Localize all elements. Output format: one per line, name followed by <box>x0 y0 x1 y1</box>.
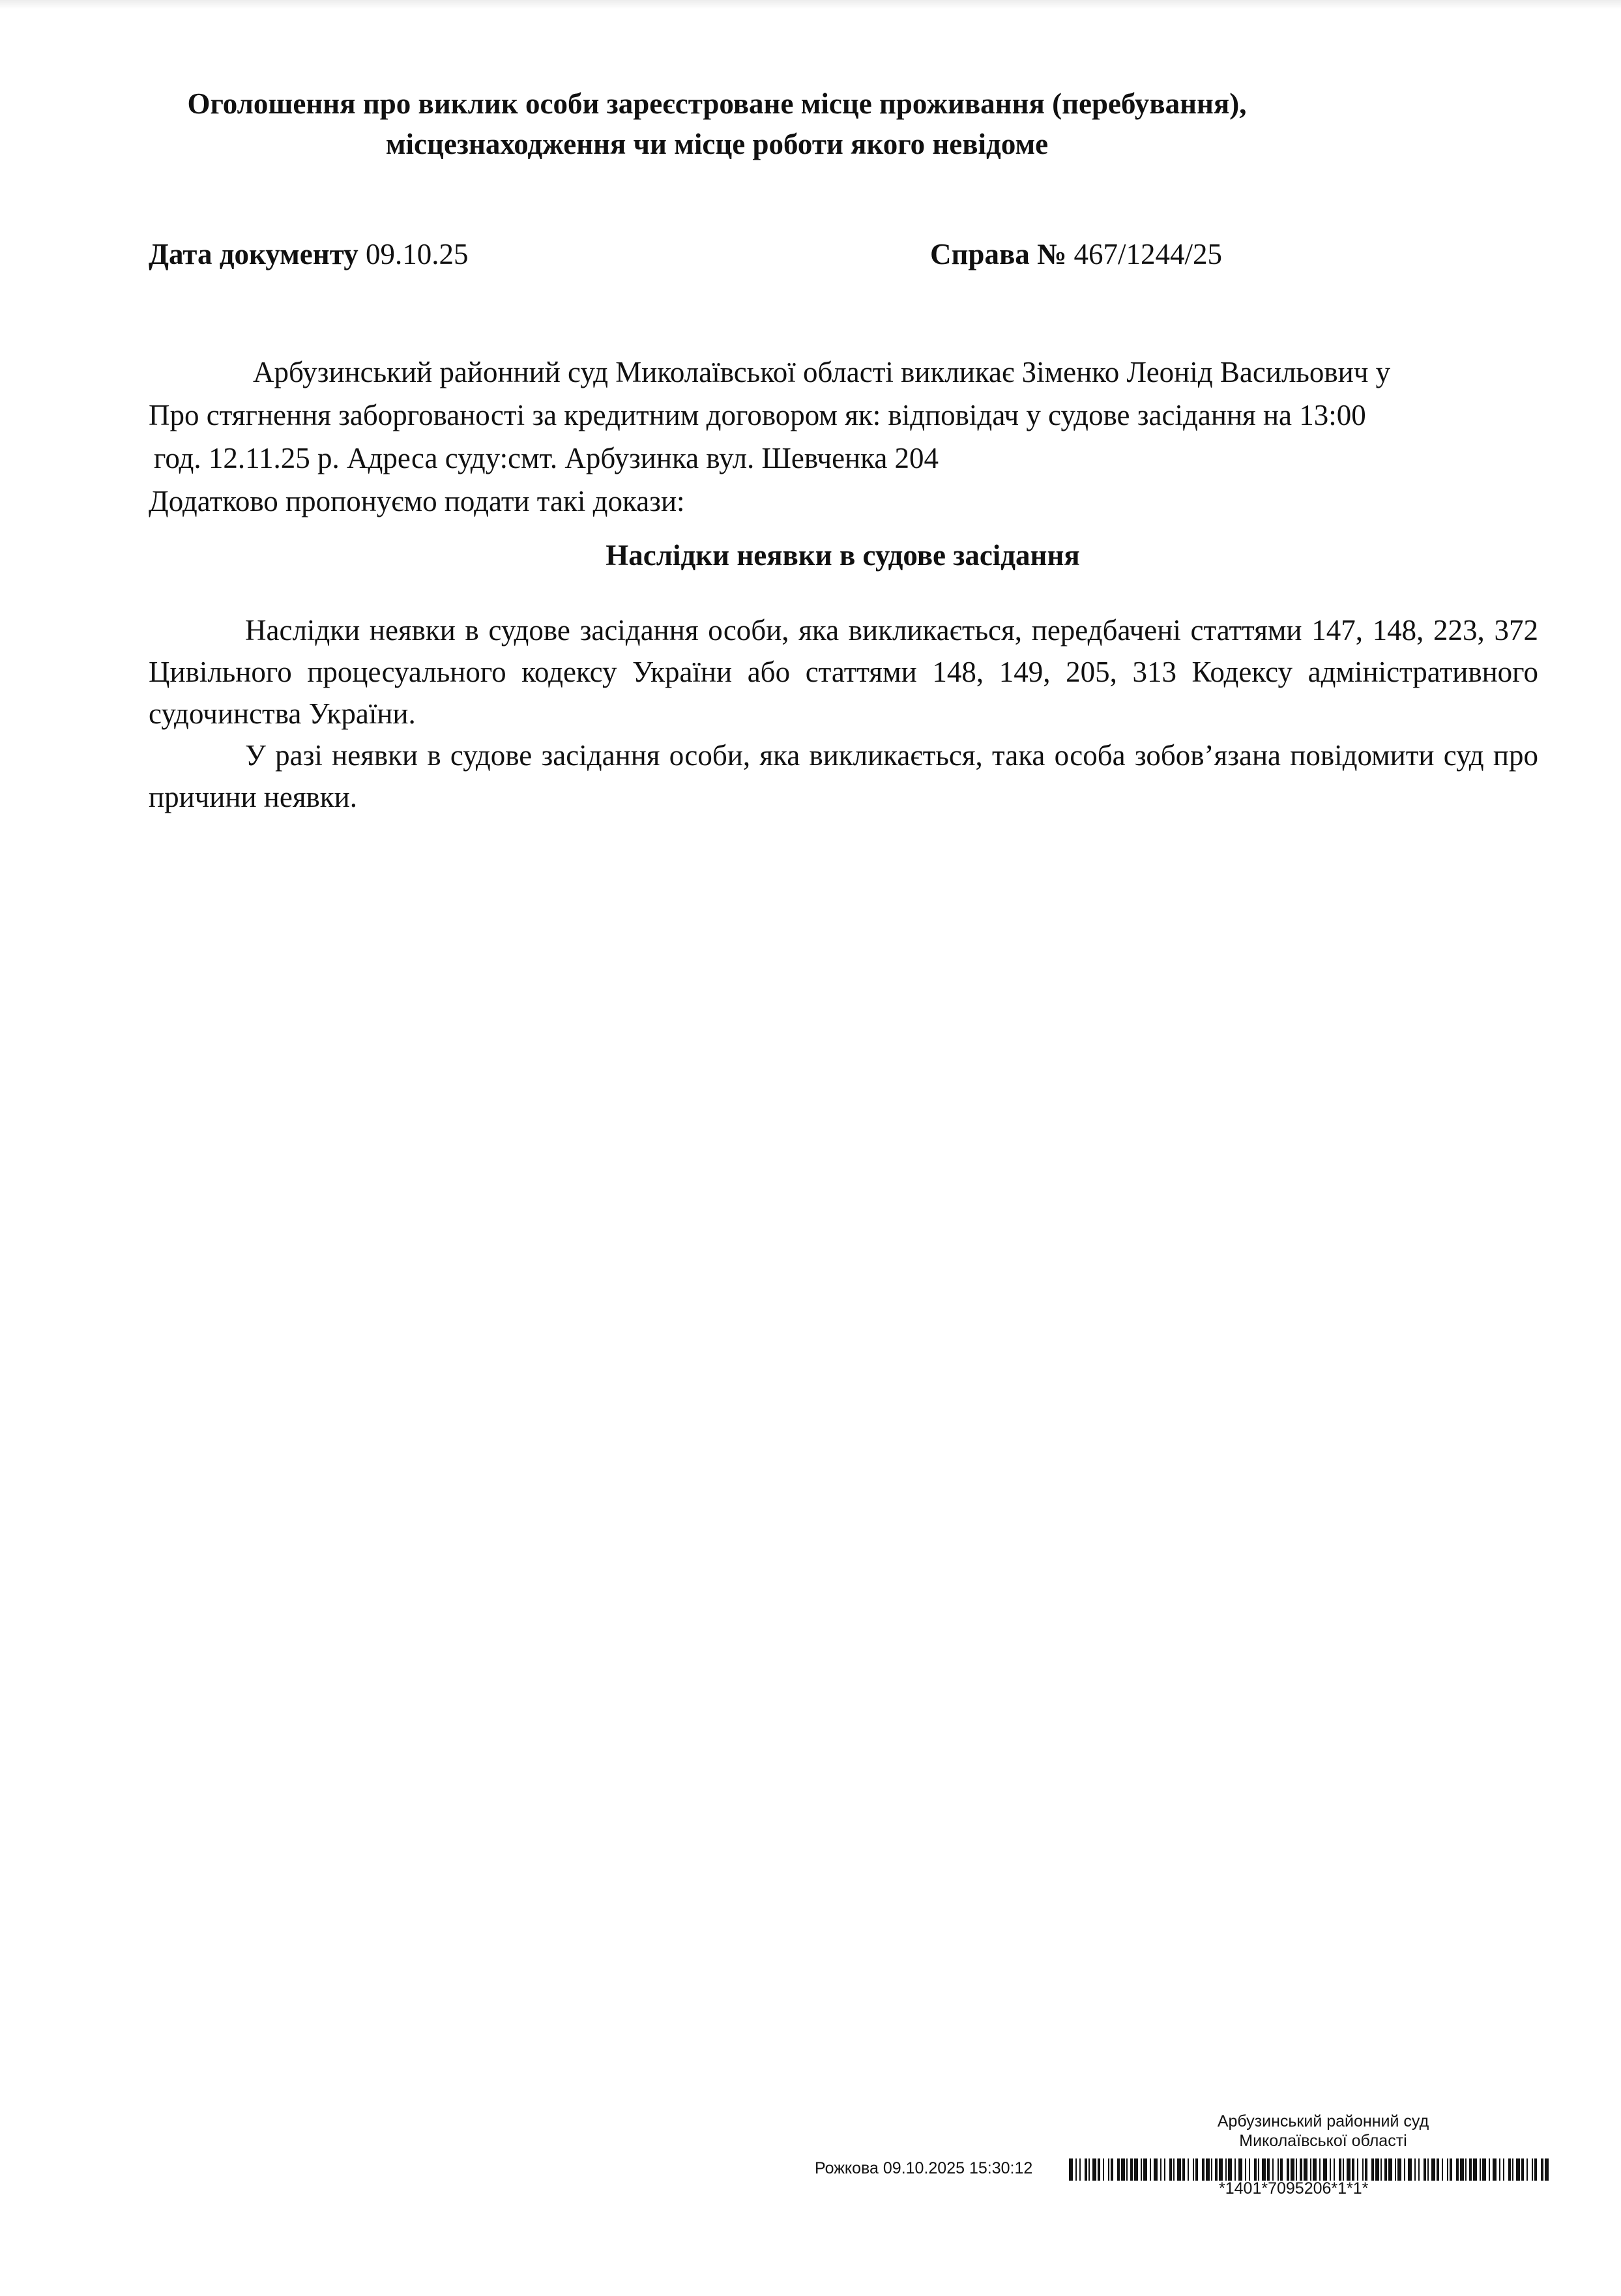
summons-line-1: Арбузинський районний суд Миколаївської області викликає Зіменко Леонід Васильович у <box>253 356 1391 388</box>
document-date-label: Дата документу <box>149 238 358 270</box>
summons-line-2: Про стягнення заборгованості за кредитним договором як: відповідач у судове засідання на 13:00 <box>149 399 1366 431</box>
summons-line-4: Додатково пропонуємо подати такі докази: <box>149 485 685 517</box>
consequences-section <box>149 609 1538 818</box>
stamp-court-line-1: Арбузинський районний суд <box>1217 2112 1429 2130</box>
case-number-value: 467/1244/25 <box>1073 238 1222 270</box>
consequences-paragraph-1: Наслідки неявки в судове засідання особи, яка викликається, передбачені статтями 147, 148, 223, 372 Цивільного процесуального кодексу України або статтями 148, 149, 205, 313 Кодексу адміністративного судочинства України. <box>149 614 1538 730</box>
summons-line-3: год. 12.11.25 р. Адреса суду:смт. Арбузинка вул. Шевченка 204 <box>154 442 939 474</box>
document-date-value: 09.10.25 <box>365 238 469 270</box>
registration-stamp <box>815 2112 1551 2268</box>
barcode-number: *1401*7095206*1*1* <box>1219 2179 1369 2198</box>
document-title <box>130 83 1304 164</box>
stamp-user-timestamp: Рожкова 09.10.2025 15:30:12 <box>815 2159 1033 2177</box>
summons-text <box>149 351 1537 523</box>
barcode-icon <box>1069 2158 1550 2181</box>
document-date <box>149 237 468 271</box>
case-number-label: Справа № <box>930 238 1067 270</box>
title-line-2: місцезнаходження чи місце роботи якого невідоме <box>385 128 1049 160</box>
stamp-court-name <box>1193 2112 1453 2151</box>
consequences-paragraph-2: У разі неявки в судове засідання особи, яка викликається, така особа зобов’язана повідомити суд про причини неявки. <box>149 739 1538 813</box>
consequences-heading: Наслідки неявки в судове засідання <box>606 539 1080 572</box>
title-line-1: Оголошення про виклик особи зареєстроване місце проживання (перебування), <box>187 87 1247 120</box>
scan-edge-shadow <box>0 0 1621 9</box>
stamp-court-line-2: Миколаївської області <box>1239 2132 1407 2150</box>
case-number <box>930 237 1222 271</box>
